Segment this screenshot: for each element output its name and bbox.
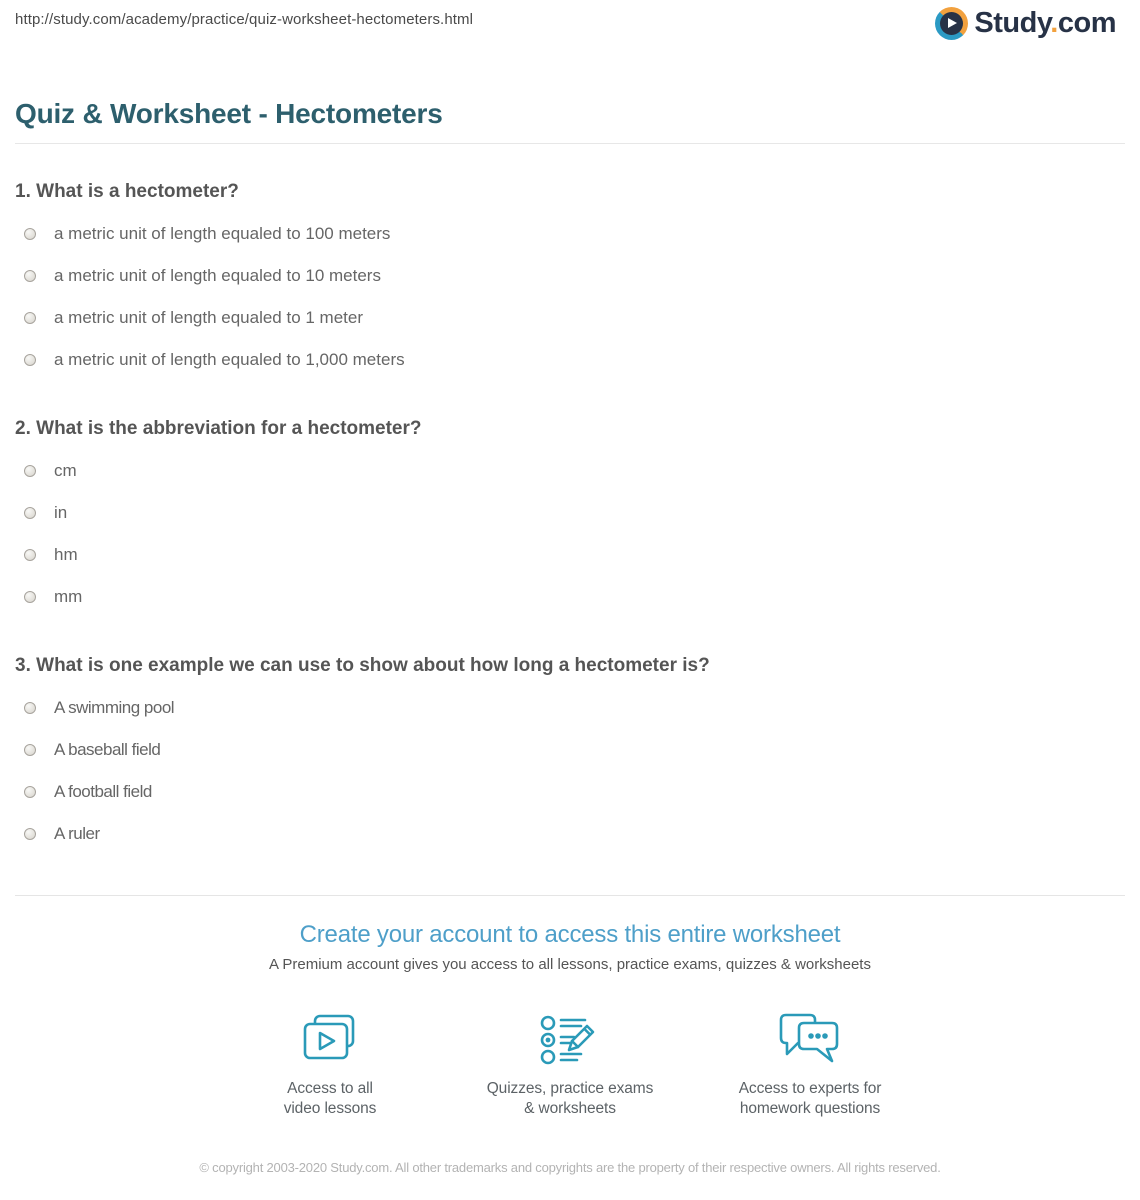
title-divider [15, 143, 1125, 144]
answer-option[interactable] [15, 534, 1125, 576]
video-lessons-icon [220, 1013, 440, 1069]
study-logo-text [974, 7, 1116, 40]
radio-button[interactable] [24, 549, 36, 561]
answer-option-label: A baseball field [54, 740, 161, 759]
question-1-heading [15, 181, 1125, 203]
question-3-heading [15, 655, 1125, 677]
answer-option[interactable] [15, 213, 1125, 255]
answer-option-label: A ruler [54, 824, 100, 843]
feature-label [220, 1079, 440, 1119]
answer-option[interactable] [15, 687, 1125, 729]
logo-tld: com [1057, 7, 1116, 39]
page-title: Quiz & Worksheet - Hectometers [15, 98, 443, 129]
question-2-text: What is the abbreviation for a hectometer? [36, 418, 422, 439]
answer-option[interactable] [15, 492, 1125, 534]
feature-label-line1: Access to experts for [738, 1080, 882, 1097]
answer-option-label: A swimming pool [54, 698, 175, 717]
question-1-number: 1. [15, 181, 31, 202]
answer-option[interactable] [15, 729, 1125, 771]
cta-divider [15, 895, 1125, 896]
answer-option-label: a metric unit of length equaled to 1,000 meters [54, 350, 405, 369]
logo-dot: . [1050, 7, 1058, 39]
answer-option-label: a metric unit of length equaled to 10 meters [54, 266, 381, 285]
feature-label [460, 1079, 680, 1119]
question-1-text: What is a hectometer? [36, 181, 239, 202]
study-play-icon [935, 7, 968, 40]
answer-option-label: A football field [54, 782, 152, 801]
cta-section [0, 921, 1140, 1200]
feature-quizzes-worksheets [460, 1013, 680, 1119]
feature-video-lessons [220, 1013, 440, 1119]
radio-button[interactable] [24, 465, 36, 477]
answer-option[interactable] [15, 576, 1125, 618]
radio-button[interactable] [24, 744, 36, 756]
answer-option[interactable] [15, 255, 1125, 297]
answer-option[interactable] [15, 450, 1125, 492]
answer-option-label: in [54, 503, 68, 522]
page-header [0, 0, 1140, 58]
radio-button[interactable] [24, 702, 36, 714]
answer-option[interactable] [15, 771, 1125, 813]
feature-chat-experts [700, 1013, 920, 1119]
question-2-number: 2. [15, 418, 31, 439]
radio-button[interactable] [24, 270, 36, 282]
feature-label-line1: Quizzes, practice exams [486, 1080, 654, 1097]
answer-option-label: cm [54, 461, 77, 480]
radio-button[interactable] [24, 312, 36, 324]
copyright-notice: © copyright 2003-2020 Study.com. All other trademarks and copyrights are the property of their respective owners. All rights reserved. [199, 1160, 941, 1175]
answer-option-label: hm [54, 545, 78, 564]
radio-button[interactable] [24, 354, 36, 366]
answer-option-label: a metric unit of length equaled to 1 meter [54, 308, 364, 327]
feature-label [700, 1079, 920, 1119]
radio-button[interactable] [24, 228, 36, 240]
feature-label-line1: Access to all [287, 1080, 373, 1097]
page-url: http://study.com/academy/practice/quiz-worksheet-hectometers.html [15, 11, 474, 28]
cta-title[interactable]: Create your account to access this entire worksheet [299, 921, 841, 948]
cta-subtitle: A Premium account gives you access to all lessons, practice exams, quizzes & worksheets [269, 956, 871, 973]
question-3-text: What is one example we can use to show about how long a hectometer is? [36, 655, 710, 676]
answer-option-label: mm [54, 587, 83, 606]
radio-button[interactable] [24, 786, 36, 798]
study-logo[interactable] [935, 7, 1116, 40]
feature-list [220, 1013, 920, 1119]
quizzes-worksheets-icon [460, 1013, 680, 1069]
answer-option[interactable] [15, 813, 1125, 855]
chat-experts-icon [700, 1013, 920, 1069]
question-2 [15, 418, 1125, 618]
answer-option[interactable] [15, 297, 1125, 339]
answer-option[interactable] [15, 339, 1125, 381]
question-3 [15, 655, 1125, 855]
question-2-heading [15, 418, 1125, 440]
feature-label-line2: & worksheets [524, 1100, 616, 1117]
radio-button[interactable] [24, 507, 36, 519]
question-3-number: 3. [15, 655, 31, 676]
radio-button[interactable] [24, 828, 36, 840]
question-1 [15, 181, 1125, 381]
answer-option-label: a metric unit of length equaled to 100 meters [54, 224, 391, 243]
radio-button[interactable] [24, 591, 36, 603]
feature-label-line2: video lessons [283, 1100, 377, 1117]
feature-label-line2: homework questions [739, 1100, 881, 1117]
logo-brand: Study [974, 7, 1051, 39]
